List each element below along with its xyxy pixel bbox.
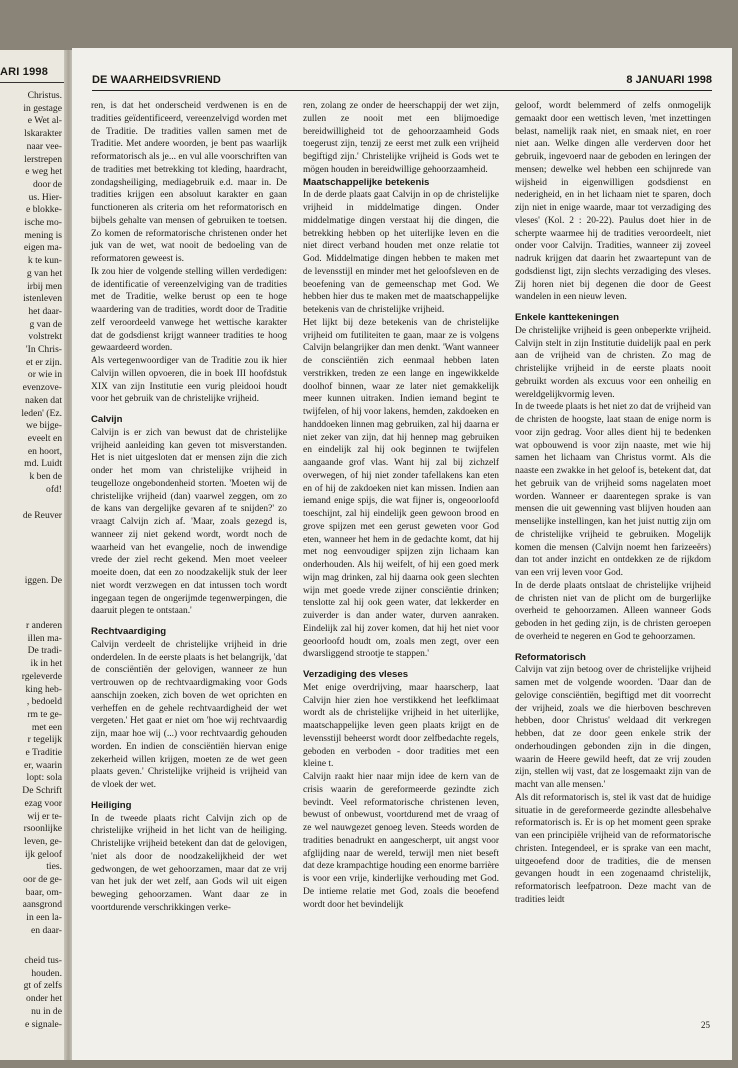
- previous-page-fragment: [0, 50, 66, 1060]
- previous-page-text-bottom: [0, 620, 62, 938]
- previous-page-line: cheid tus-: [24, 955, 62, 966]
- paragraph: Calvijn vat zijn betoog over de christelijke vrijheid samen met de volgende woorden. 'Daar dan de gelovige consciëntiën, begiftigd met dit voorrecht der vrijheid, zoals we die hierboven beschreven hebben, door Christus' weldaad dit verkregen hebben, dat ze door geen enkele strik der onderhoudingen gebonden zijn in die dingen, waarin de Heere gewild heeft, dat ze vrij zouden zijn, stellen wij vast, dat ze losgemaakt zijn van de macht van alle mensen.': [515, 665, 711, 790]
- paragraph: ren, zolang ze onder de heerschappij der wet zijn, zullen ze nooit met een blijmoedige bereidwilligheid tot de gehoorzaamheid Gods toegerust zijn, tenzij ze eerst met zulk een vrijheid begiftigd zijn.' Christelijke vrijheid is Gods wet te mögen houden in bereidwillige gehoorzaamheid.: [303, 101, 499, 175]
- previous-page-text-top: [0, 90, 62, 497]
- publication-title: DE WAARHEIDSVRIEND: [92, 74, 221, 86]
- previous-page-line: nu in de: [31, 1005, 62, 1017]
- previous-page-line: ofd!: [46, 483, 62, 495]
- previous-page-line: en hoort,: [27, 445, 62, 457]
- section-heading: Verzadiging des vleses: [303, 669, 409, 680]
- previous-page-line: leven, ge-: [24, 835, 62, 847]
- previous-page-line: met een: [31, 721, 62, 733]
- previous-page-line: g van het: [26, 267, 62, 279]
- previous-page-line: lerstrepen: [24, 153, 62, 165]
- previous-page-line: lopt: sola: [26, 772, 62, 784]
- paragraph: In de derde plaats ontslaat de christelijke vrijheid de christen niet van de plicht om de burgerlijke overheid te gehoorzamen. Alleen wanneer Gods geboden in het geding zijn, is de christen geroepen de overheid te negeren en God te gehoorzamen.: [515, 580, 711, 642]
- previous-page-line: eveelt en: [27, 432, 62, 444]
- previous-page-line: baar, om-: [25, 886, 62, 898]
- previous-page-line: wij er te-: [27, 810, 62, 822]
- paragraph: Als vertegenwoordiger van de Traditie zou ik hier Calvijn willen opvoeren, die in boek III hoofdstuk XIX van zijn Institutie een vurig pleidooi houdt voor het gebruik van de christelijke vrijheid.: [91, 356, 287, 405]
- section-heading: Heiliging: [91, 799, 132, 811]
- previous-page-line: g van de: [29, 318, 62, 330]
- previous-page-text-tail: [0, 955, 62, 1031]
- paragraph: De christelijke vrijheid is geen onbeperkte vrijheid. Calvijn stelt in zijn Institutie duidelijk paal en perk aan de vrijheid van de christen. Zo mag de christelijke vrijheid in de eerste plaats nooit gebruikt worden als excuus voor een onheilig en wereldgelijkvormig leven.: [515, 325, 711, 400]
- section-heading: Calvijn: [91, 414, 123, 425]
- previous-page-line: oor de ge-: [23, 874, 62, 886]
- paragraph: Calvijn raakt hier naar mijn idee de kern van de crisis waarin de gereformeerde gezindte zich bevindt. Veel reformatorische christenen leven, bewust of onbewust, voortdurend met de vraag of ze wel nauwgezet genoeg leven. Steeds worden de tradities benadrukt en aangescherpt, uit angst voor afglijding naar de wereld, terwijl men niet beseft dat deze krampachtige houding een enorme barrière is voor een vrije, kinderlijke verhouding met God. De intieme relatie met God, zoals die beoefend wordt door het bevindelijk: [303, 772, 499, 910]
- previous-page-line: naar vee-: [26, 140, 62, 152]
- previous-page-line: md. Luidt: [24, 458, 62, 470]
- previous-page-line: lskarakter: [24, 128, 62, 140]
- previous-page-line: k ben de: [29, 471, 62, 483]
- paragraph: geloof, wordt belemmerd of zelfs onmogelijk gemaakt door een wettisch leven, 'met inzettingen belast, namelijk raak niet, en smaak niet, en roer niet aan. Welke dingen alle verderven door het gebruik, ingevoerd naar de geboden en leringen der mensen; dewelke wel hebben een schijnrede van wijsheid in eigenwilligen godsdienst en nederigheid, en in het lichaam niet te sparen, doch zijn niet in enige waarde, maar tot verzadiging des vleses' (Kol. 2 : 20-22). Paulus doet hier in de scherpte waarmee hij de tradities veroordeelt, niet onder voor Calvijn. Tradities, wanneer zij zoveel nadruk krijgen dat daarin het zwaartepunt van de godsdienst ligt, zijn slechts verzadiging des vleses. Zij horen niet bij degenen die door de Geest wandelen in een nieuw leven.: [515, 101, 711, 303]
- previous-page-line: er, waarin: [24, 759, 62, 771]
- paragraph: Het lijkt bij deze betekenis van de christelijke vrijheid om futiliteiten te gaan, maar ze is volgens Calvijn belangrijker dan men denkt. 'Want wanneer de consciëntiën zich eenmaal hebben laten verstrikken, treden ze een lange en ingewikkelde doolhof binnen, waar ze later niet gemakkelijk meer kunnen uitraken. Indien iemand begint te twijfelen, of hij voor lakens, hemden, zakdoeken en handdoeken linnen mag gebruiken, zal hij daarna er niet zeker van zijn, dat hij hennep mag gebruiken en eindelijk zal hij ook beginnen te twijfelen aangaande grof vlas. Want hij zal bij zichzelf overwegen, of hij niet zonder tafellakens kan eten en of hij de zakdoeken niet kan missen. Indien aan iemand enige spijs, die wat fijner is, ongeoorloofd toeschijnt, zal hij eindelijk geen gewoon brood en grove spijzen met een gerust geweten voor God eten, wanneer het hem in de gedachte komt, dat hij met nog eenvoudiger spijzen zijn lichaam kan onderhouden. Als hij weifelt, of hij een goed merk wijn mag drinken, zal hij daarna ook geen slechten wijn met goede vrede zijner consciëntie drinken; tenslotte zal hij ook geen water, dat lekkerder en zuiverder is dan ander water, durven aanraken. Eindelijk zal hij zover komen, dat hij het niet voor geoorloofd houdt om, zoals men zegt, over een dwarsliggend strootje te stappen.': [303, 317, 499, 660]
- previous-page-line: mening is: [24, 229, 62, 241]
- previous-page-line: k te kun-: [27, 255, 62, 267]
- text-column-2: [303, 100, 499, 911]
- previous-page-line: ische mo-: [24, 217, 62, 229]
- section-heading: Maatschappelijke betekenis: [303, 176, 430, 188]
- text-column-1: [91, 100, 287, 915]
- previous-page-line: in een la-: [26, 912, 62, 924]
- previous-page-line: De tradi-: [27, 645, 62, 657]
- previous-page-line: r anderen: [26, 620, 62, 631]
- previous-page-line: onder het: [26, 993, 62, 1005]
- section-heading: Rechtvaardiging: [91, 626, 167, 637]
- previous-page-line: istenleven: [23, 293, 62, 305]
- paragraph: Met enige overdrijving, maar haarscherp, laat Calvijn hier zien hoe verstikkend het leefklimaat wordt als de christelijke vrijheid in het uiterlijke, maatschappelijke leven geen plaats krijgt en de levensstijl beheerst wordt door zelfbedachte regels, geboden en verboden - door tradities met een kleine t.: [303, 682, 499, 770]
- previous-page-line: or wie in: [27, 369, 62, 381]
- previous-page-author: [0, 510, 62, 523]
- paragraph: Calvijn is er zich van bewust dat de christelijke vrijheid aanleiding kan geven tot misverstanden. Het is niet uitgesloten dat er mensen zijn die zich onder het mom van christelijke vrijheid in teugelloze ongebondenheid storten. 'Moeten wij de christelijke vrijheid (dan) vaarwel zeggen, om zo de kans van dergelijke gevaren af te snijden?' zo vraagt Calvijn zich af. 'Maar, zoals gezegd is, wanneer zij niet gekend wordt, wordt noch de waarheid van het evangelie, noch de inwendige vrede der ziel recht gekend. Men moet veeleer moeite doen, dat een zo noodzakelijk stuk der leer niet wordt verzwegen en dat intussen toch wordt ingegaan tegen de ongerijmde tegenwerpingen, die daaruit plegen te ontstaan.': [91, 427, 287, 617]
- previous-page-date: ARI 1998: [0, 66, 49, 78]
- paragraph: In de tweede plaats is het niet zo dat de vrijheid van de christen de hoogste, laat staan de enige norm is voor zijn gedrag. Voor alles dient hij te bedenken wat opbouwend is voor zijn naaste, met wie hij samen het lichaam van Christus vormt. Als die naaste een zwakke in het geloof is, betekent dat, dat het gebruik van de vrijheid soms nagelaten moet worden. Wanneer er daarentegen sprake is van mensen die uit gewenning vast blijven houden aan menselijke instellingen, kan het juist nuttig zijn om de christelijke vrijheid te gebruiken. Mogelijk komen die mensen (Calvijn noemt hen farizeeërs) dan tot ander inzicht en ontdekken ze de rijkdom van een vrij leven voor God.: [515, 402, 711, 578]
- paragraph: In de tweede plaats richt Calvijn zich op de christelijke vrijheid in het licht van de heiliging. Christelijke vrijheid betekent dan dat de gelovigen, 'niet als door de noodzakelijkheid der wet gedwongen, de wet gehoorzamen, maar dat ze vrij van het juk der wet zelf, aan Gods wil uit eigen beweging gehoorzamen. Want daar ze in voortdurende verschrikkingen verke-: [91, 813, 287, 913]
- previous-page-line: het daar-: [28, 305, 62, 317]
- previous-page-line: , bedoeld: [26, 696, 62, 708]
- previous-page-line: door de: [32, 178, 62, 190]
- previous-page-line: 'In Chris-: [25, 344, 62, 356]
- previous-page-line: De Schrift: [22, 785, 62, 797]
- previous-page-line: en daar-: [31, 924, 62, 936]
- section-heading: Reformatorisch: [515, 651, 586, 663]
- previous-page-line: naken dat: [24, 394, 62, 406]
- previous-page-line: r tegelijk: [27, 734, 62, 746]
- previous-page-mid-line: iggen. De: [24, 575, 62, 586]
- paragraph: Calvijn verdeelt de christelijke vrijheid in drie onderdelen. In de eerste plaats is het belangrijk, 'dat de consciëntiën der gelovigen, wanneer ze hun vertrouwen op de rechtvaardigmaking voor Gods aanschijn zoeken, zich boven de wet oprichten en verheffen en de gehele rechtvaardigheid der wet vergeten.' Het gaat er niet om 'hoe wij rechtvaardig zijn, maar hoe wij (...) voor rechtvaardig gehouden worden. En indien de consciëntiën hiervan enige zekerheid willen krijgen, moeten ze de wet geen plaats geven.' Christelijke vrijheid is vrijheid van de vloek der wet.: [91, 639, 287, 790]
- previous-page-line: rgeleverde: [21, 670, 62, 682]
- previous-page-line: e Traditie: [25, 747, 62, 759]
- previous-page-line: et er zijn.: [26, 356, 62, 368]
- paragraph: Ik zou hier de volgende stelling willen verdedigen: de identificatie of vereenzelviging van de tradities met de Traditie, welke berust op een te hoge waardering van de tradities, wordt door de Traditie zelf veroordeeld vanwege het wettische karakter dat de godsdienst krijgt wanneer tradities te hoog gewaardeerd worden.: [91, 266, 287, 354]
- previous-page-line: ik in het: [30, 658, 62, 670]
- previous-page-line: ijk geloof: [24, 848, 62, 860]
- previous-page-line: evenzove-: [22, 382, 62, 394]
- page-header: [92, 74, 712, 90]
- previous-page-line: we bijge-: [26, 420, 62, 432]
- paragraph: ren, is dat het onderscheid verdwenen is en de tradities geïdentificeerd, vereenzelvigd worden met de Traditie. De tradities vallen samen met de Traditie. Met andere woorden, je bent pas waarlijk reformatorisch als je... en vul alle voorschriften van de tradities met betrekking tot kleding, haardracht, zondagsheiliging, mediagebruik e.d. maar in. De tradities krijgen een absoluut karakter en gaan functioneren als criteria om het reformatorisch en bijbels gehalte van mensen of gebruiken te toetsen. Zo komen de reformatorische christenen onder het juk van de wet, wat nooit de bedoeling van de reformatoren geweest is.: [91, 101, 287, 264]
- article-page: [72, 48, 732, 1060]
- text-column-3: [515, 100, 711, 907]
- previous-page-line: eigen ma-: [23, 242, 62, 254]
- previous-page-line: houden.: [31, 967, 62, 979]
- previous-page-line: leden' (Ez.: [21, 407, 62, 419]
- previous-page-line: in gestage: [23, 102, 62, 114]
- previous-page-line: gt of zelfs: [23, 980, 62, 992]
- previous-page-line: Christus.: [27, 90, 62, 101]
- previous-page-line: irbij men: [27, 280, 62, 292]
- previous-page-header-rule: [0, 82, 66, 83]
- previous-page-line: ezag voor: [24, 797, 62, 809]
- section-heading: Enkele kanttekeningen: [515, 312, 619, 323]
- header-rule: [92, 90, 712, 91]
- previous-page-line: e signale-: [24, 1018, 62, 1030]
- previous-page-line: volstrekt: [28, 331, 62, 343]
- previous-page-line: e Wet al-: [27, 115, 62, 127]
- issue-date: 8 JANUARI 1998: [626, 74, 712, 86]
- previous-page-line: illen ma-: [27, 632, 62, 644]
- previous-page-line: us. Hier-: [28, 191, 62, 203]
- page-number: 25: [701, 1020, 710, 1030]
- previous-page-line: e weg het: [25, 166, 62, 178]
- previous-page-line: king heb-: [25, 683, 62, 695]
- previous-page-line: aansgrond: [22, 899, 62, 911]
- previous-page-line: ties.: [46, 861, 62, 873]
- paragraph: In de derde plaats gaat Calvijn in op de christelijke vrijheid in middelmatige dingen. Onder middelmatige dingen verstaat hij die dingen, die betrekking hebben op het uiterlijke leven en die niet direct verband houden met onze relatie tot God. Middelmatige dingen hebben te maken met de levensstijl en minder met het geloofsleven en de beoefening van de gemeenschap met God. We hebben hier dus te maken met de maatschappelijke betekenis van de christelijke vrijheid.: [303, 190, 499, 315]
- previous-page-line: rsoonlijke: [23, 823, 62, 835]
- previous-page-author-line: de Reuver: [22, 510, 62, 521]
- paragraph: Als dit reformatorisch is, stel ik vast dat de huidige situatie in de gereformeerde gezindte allesbehalve reformatorisch is. Er is op het moment geen sprake van een principiële vrijheid van de reformatorische christen. Integendeel, er is sprake van een macht, uitgeoefend door de tradities, die de mensen gevangen houdt in een zogenaamd christelijk, reformatorisch leefpatroon. Deze macht van de tradities leidt: [515, 792, 711, 905]
- previous-page-line: e blokke-: [26, 204, 62, 216]
- previous-page-line: rm te ge-: [27, 708, 62, 720]
- previous-page-text-mid: [0, 575, 62, 588]
